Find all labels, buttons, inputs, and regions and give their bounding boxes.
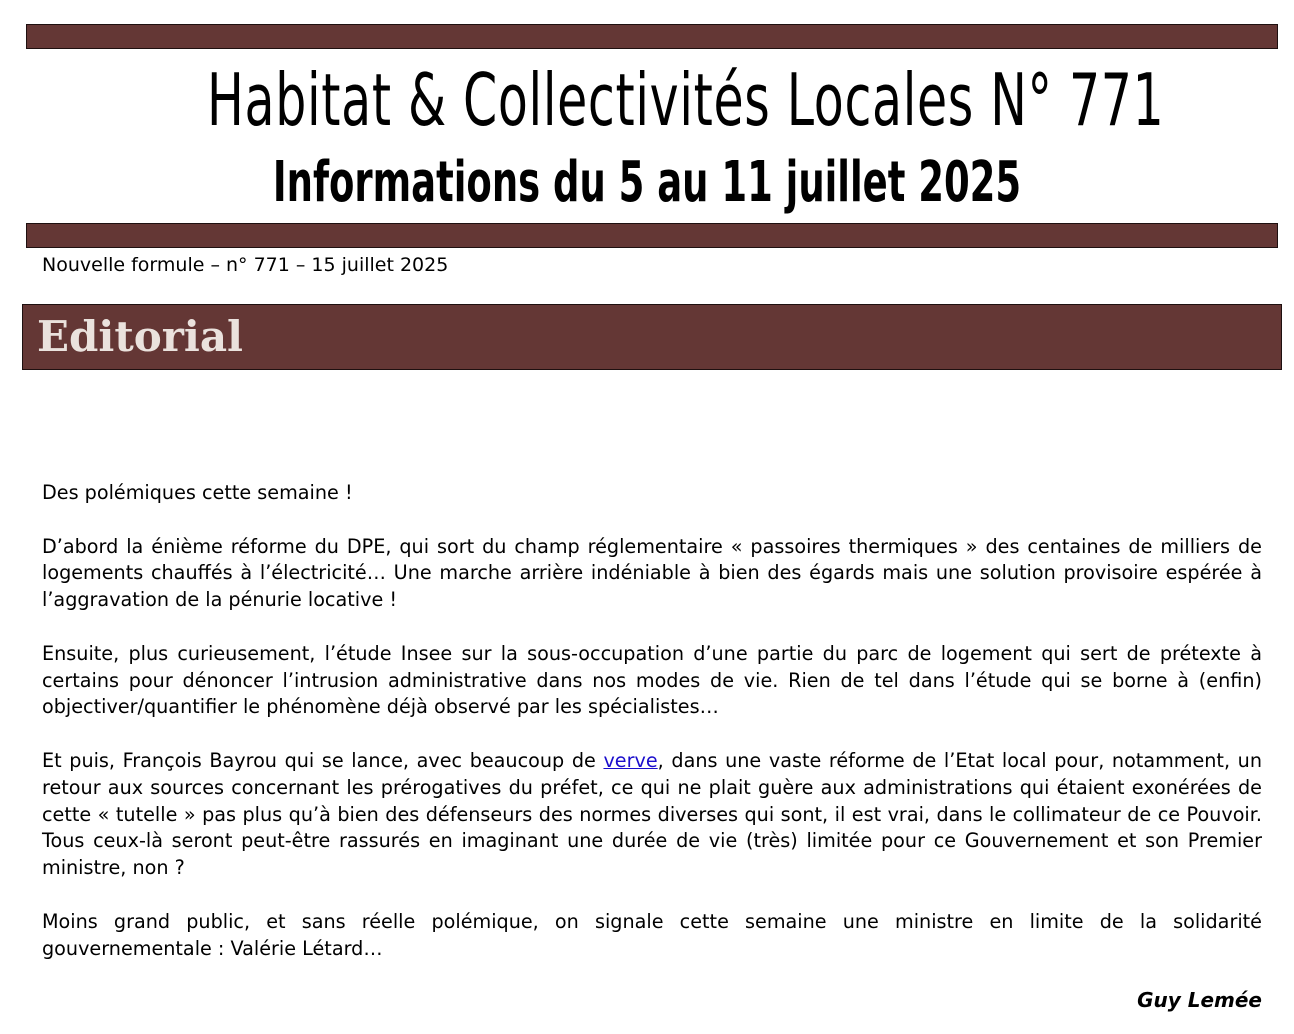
editorial-paragraph-3: Ensuite, plus curieusement, l’étude Insee sur la sous-occupation d’une partie du parc de logement qui sert de prétexte à certains pour dénoncer l’intrusion administrative dans nos modes de vie. Rien de tel dans l’étude qui se borne à (enfin) objectiver/quantifier le phénomène déjà observé par les spécialistes… [42, 641, 1262, 719]
editorial-paragraph-2: D’abord la énième réforme du DPE, qui sort du champ réglementaire « passoires thermiques » des centaines de milliers de logements chauffés à l’électricité… Une marche arrière indéniable à bien des égards mais une solution provisoire espérée à l’aggravation de la pénurie locative ! [42, 534, 1262, 612]
paragraph-4-end: , dans une vaste réforme de l’Etat local pour, notamment, un retour aux sources concernant les prérogatives du préfet, ce qui ne plait guère aux administrations qui étaient exonérées de cette « tutelle » pas plus qu’à bien des défenseurs des normes diverses qui sont, il est vrai, dans le collimateur de ce Pouvoir. Tous ceux-là seront peut-être rassurés en imaginant une durée de vie (très) limitée pour ce Gouvernement et son Premier ministre, non ? [42, 748, 1262, 880]
editorial-paragraph-4 [42, 748, 1262, 882]
issue-line: Nouvelle formule – n° 771 – 15 juillet 2025 [42, 254, 449, 276]
editorial-body [42, 480, 1262, 989]
editorial-paragraph-1: Des polémiques cette semaine ! [42, 481, 353, 504]
author-signature: Guy Lemée [1137, 988, 1262, 1012]
editorial-section-bar [22, 304, 1282, 370]
paragraph-4-start: Et puis, François Bayrou qui se lance, avec beaucoup de [42, 748, 604, 772]
editorial-paragraph-5: Moins grand public, et sans réelle polémique, on signale cette semaine une ministre en limite de la solidarité gouvernementale : Valérie Létard… [42, 909, 1262, 960]
newsletter-title: Habitat & Collectivités Locales N° 771 [207, 58, 1165, 142]
section-title: Editorial [37, 312, 244, 361]
header-top-band [26, 24, 1278, 49]
verve-link[interactable]: verve [603, 748, 658, 772]
newsletter-subtitle: Informations du 5 au 11 juillet 2025 [272, 150, 1022, 215]
header-bottom-band [26, 223, 1278, 248]
